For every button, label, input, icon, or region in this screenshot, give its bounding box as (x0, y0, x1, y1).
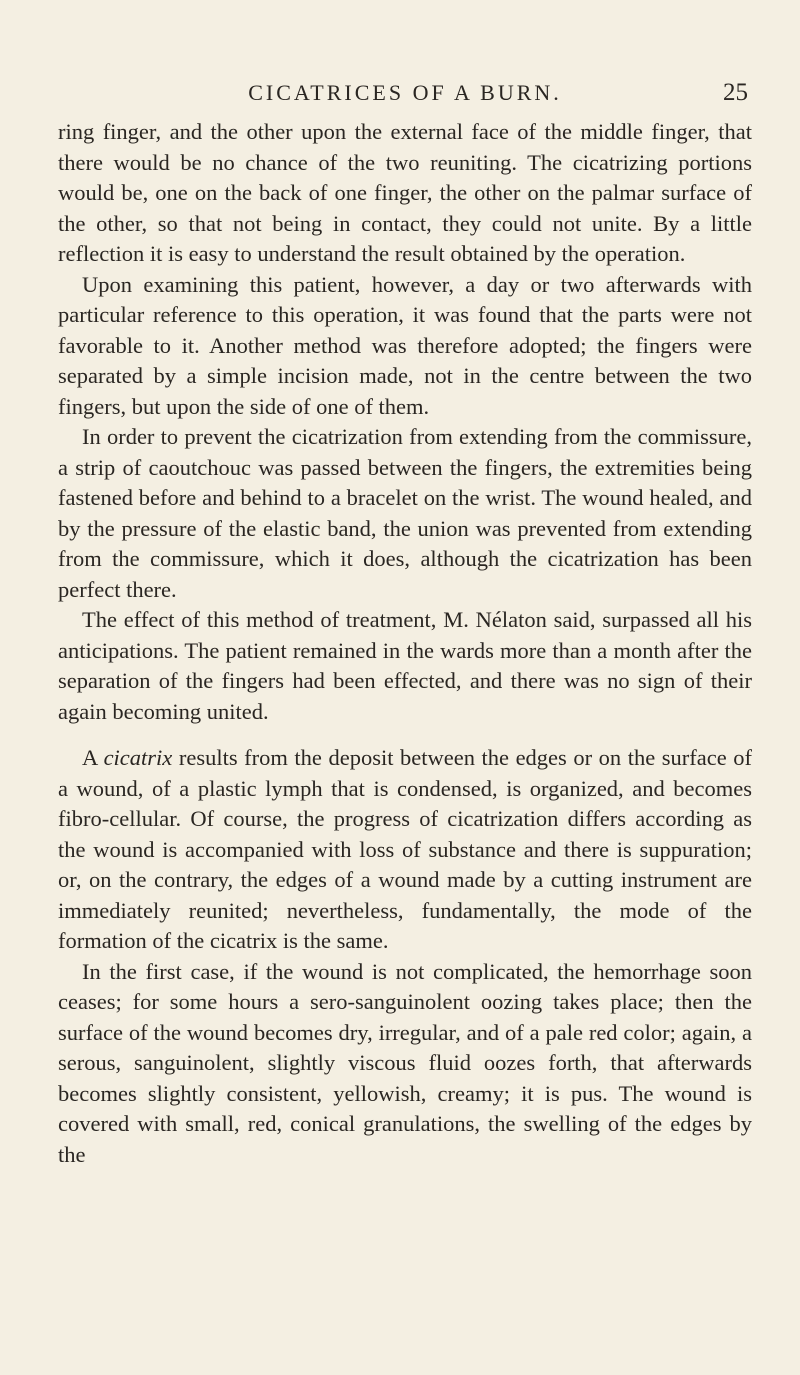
running-title: CICATRICES OF A BURN. (248, 80, 562, 105)
paragraph-6: In the first case, if the wound is not complicated, the hemorrhage soon ceases; for some hours a sero-sanguinolent oozing takes place; then the surface of the wound becomes dry, irregular, and of a pale red color; again, a serous, sanguinolent, slightly viscous fluid oozes forth, that afterwards becomes slightly consistent, yellowish, creamy; it is pus. The wound is covered with small, red, conical granulations, the swelling of the edges by the (58, 958, 752, 1167)
paragraph-3: In order to prevent the cicatrization from extending from the commissure, a strip of caoutchouc was passed between the fingers, the extremities being fastened before and behind to a bracelet on the wrist. The wound healed, and by the pressure of the elastic band, the union was prevented from extending from the commissure, which it does, although the cicatrization has been perfect there. (58, 424, 752, 602)
paragraph-1: ring finger, and the other upon the external face of the middle finger, that there would be no chance of the two reuniting. The cicatrizing portions would be, one on the back of one finger, the other on the palmar surface of the other, so that not being in contact, they could not unite. By a little reflection it is easy to understand the result obtained by the operation. (58, 119, 752, 266)
term-cicatrix: cicatrix (103, 745, 173, 770)
paragraph-2: Upon examining this patient, however, a day or two afterwards with particular reference to this operation, it was found that the parts were not favorable to it. Another method was therefore adopted; the fingers were separated by a simple incision made, not in the centre between the two fingers, but upon the side of one of them. (58, 271, 752, 419)
paragraph-4: The effect of this method of treatment, M. Nélaton said, surpassed all his anticipations. The patient remained in the wards more than a month after the separation of the fingers had been effected, and there was no sign of their again becoming united. (58, 607, 752, 724)
paragraph-5-lead: A (82, 745, 104, 770)
book-page (58, 78, 752, 1170)
paragraph-5 (58, 743, 752, 957)
paragraph-5-rest: results from the deposit between the edges or on the surface of a wound, of a plastic lymph that is condensed, is organized, and becomes fibro-cellular. Of course, the progress of cicatrization differs according as the wound is accompanied with loss of substance and there is suppuration; or, on the contrary, the edges of a wound made by a cutting instrument are immediately reunited; nevertheless, fundamentally, the mode of the formation of the cicatrix is the same. (58, 745, 752, 953)
page-number: 25 (723, 79, 748, 106)
running-head (58, 78, 752, 112)
